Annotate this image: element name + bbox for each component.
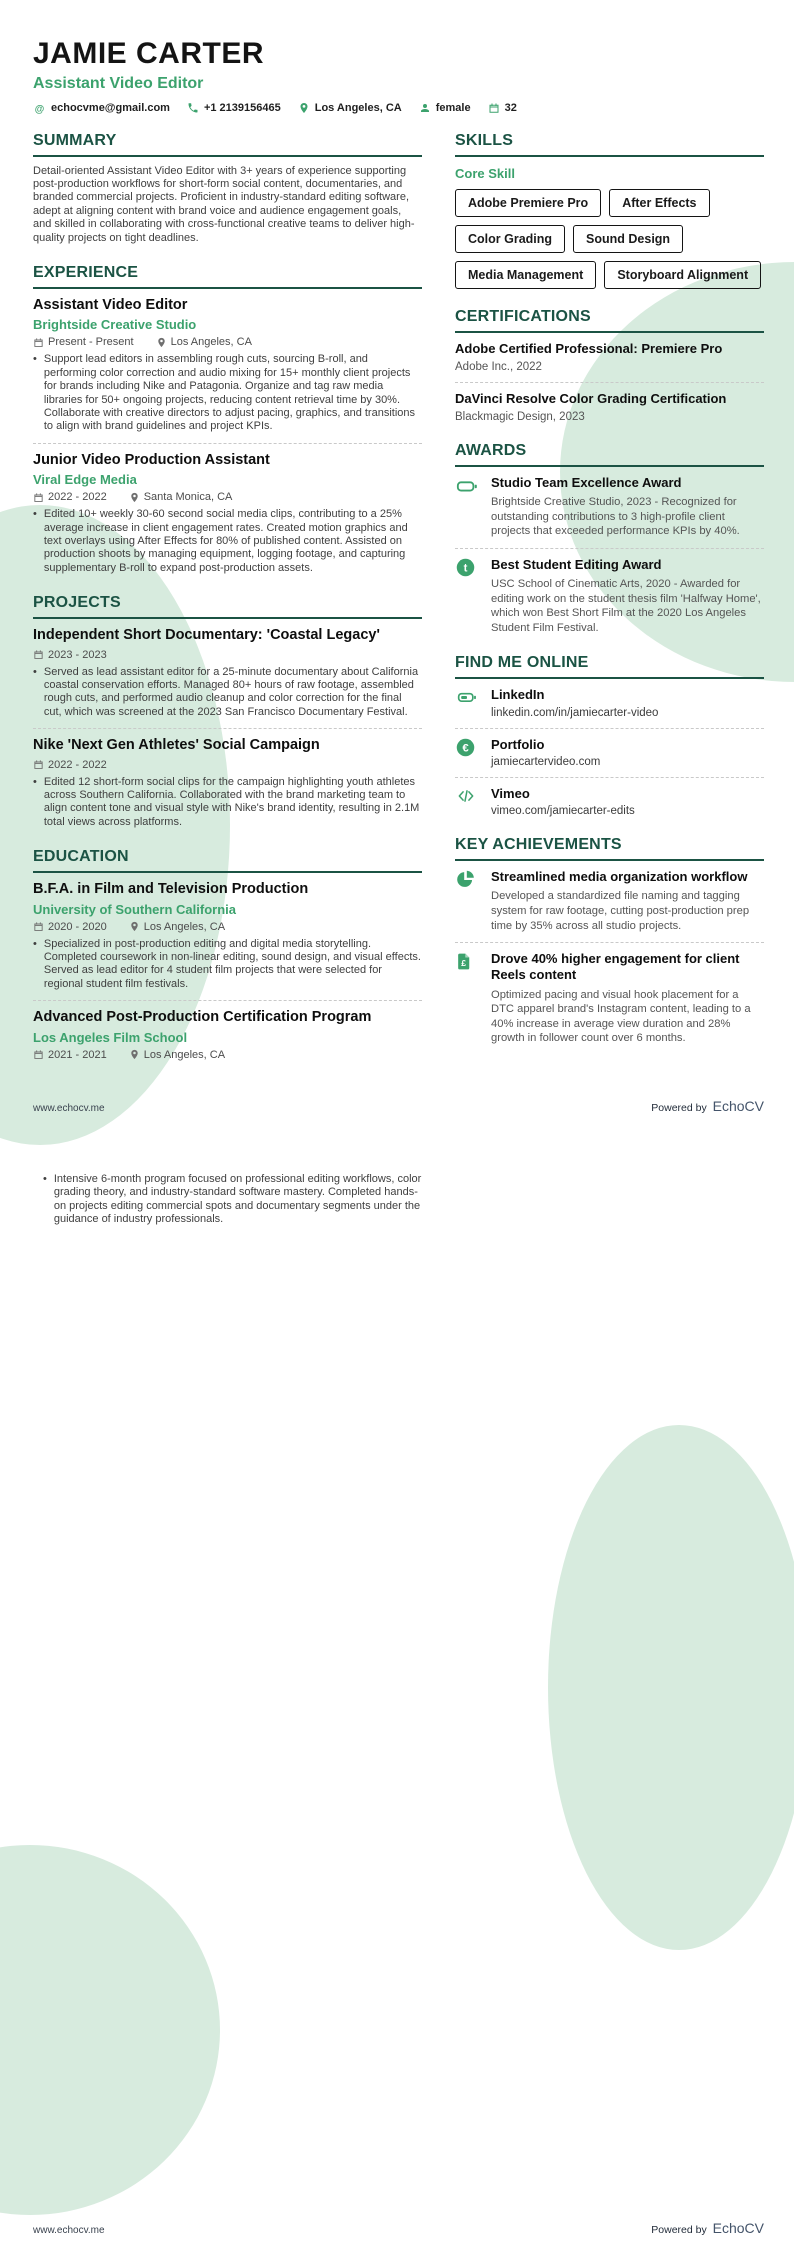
certification-item — [455, 391, 764, 423]
powered-by: Powered by EchoCV — [651, 2220, 764, 2236]
certification-item — [455, 341, 764, 373]
candidate-title: Assistant Video Editor — [33, 74, 204, 92]
resume-page-1 — [0, 0, 794, 1080]
section-awards — [455, 442, 764, 635]
education-location: Los Angeles, CA — [129, 1049, 225, 1061]
section-projects — [33, 594, 422, 829]
achievement-description: Optimized pacing and visual hook placement for a DTC apparel brand's Instagram content, leading to a 40% increase in average view duration and 28% growth in follower count over 6 months. — [491, 988, 751, 1045]
award-title: Studio Team Excellence Award — [491, 475, 682, 490]
award-title: Best Student Editing Award — [491, 556, 662, 572]
entry-divider — [455, 942, 764, 943]
skill-chip: Storyboard Alignment — [604, 261, 761, 289]
job-dates: Present - Present — [33, 336, 134, 348]
person-icon — [419, 102, 431, 114]
experience-entry — [33, 297, 422, 434]
link-url[interactable]: vimeo.com/jamiecarter-edits — [491, 805, 635, 818]
section-skills — [455, 132, 764, 289]
location-pin-icon — [129, 921, 140, 932]
links-heading: FIND ME ONLINE — [455, 654, 764, 679]
bullet-dot: • — [33, 508, 37, 521]
skill-chip: Color Grading — [455, 225, 565, 253]
project-title: Independent Short Documentary: 'Coastal Legacy' — [33, 627, 380, 644]
location-pin-icon — [298, 102, 310, 114]
projects-heading: PROJECTS — [33, 594, 422, 619]
education-bullet-continued: • Intensive 6-month program focused on professional editing workflows, color grading theory, and industry-standard software mastery. Completed hands-on projects editing commercial spots and documentary segments under the guidance of industry professionals. — [43, 1173, 422, 1226]
pie-chart-icon — [455, 869, 476, 890]
education-entry — [33, 1009, 422, 1060]
degree-title: B.F.A. in Film and Television Production — [33, 881, 309, 898]
summary-text: Detail-oriented Assistant Video Editor with 3+ years of experience supporting post-production workflows for short-form social content, documentaries, and branded commercial projects. Proficient in industry-standard editing software, adept at aligning content with brand voice and audience engagement goals, and skilled in collaborating with cross-functional creative teams to deliver high-quality projects on tight deadlines. — [33, 164, 415, 244]
calendar-icon — [33, 337, 44, 348]
calendar-icon — [33, 649, 44, 660]
contact-email-value[interactable]: echocvme@gmail.com — [51, 102, 170, 114]
link-item — [455, 687, 764, 718]
contact-age — [488, 102, 517, 114]
contact-phone-value[interactable]: +1 2139156465 — [203, 102, 281, 114]
page1-footer — [33, 1098, 764, 1114]
skills-group-label: Core Skill — [455, 165, 515, 181]
award-item — [455, 475, 764, 539]
education-heading: EDUCATION — [33, 848, 422, 873]
skill-chip: Adobe Premiere Pro — [455, 189, 601, 217]
contact-email — [33, 102, 170, 115]
echocv-brand[interactable]: EchoCV — [712, 1098, 764, 1114]
project-entry — [33, 627, 422, 719]
code-icon — [455, 786, 477, 806]
job-title: Junior Video Production Assistant — [33, 451, 270, 468]
svg-text:£: £ — [461, 957, 467, 968]
award-description: Brightside Creative Studio, 2023 - Recognized for outstanding contributions to 3 high-profile client projects that exceeded performance KPIs by 40%. — [491, 496, 740, 538]
right-column — [455, 132, 764, 1065]
section-key-achievements — [455, 836, 764, 1046]
bullet-dot: • — [33, 775, 37, 788]
project-title: Nike 'Next Gen Athletes' Social Campaign — [33, 737, 320, 754]
link-label: Vimeo — [491, 785, 530, 801]
school-name: University of Southern California — [33, 901, 236, 917]
contact-gender-value: female — [435, 102, 471, 114]
education-dates: 2020 - 2020 — [33, 921, 107, 933]
battery-outline-icon — [455, 475, 479, 497]
job-title: Assistant Video Editor — [33, 296, 188, 313]
job-bullet: • Support lead editors in assembling rough cuts, sourcing B-roll, and performing color correction and audio mixing for 15+ monthly client projects for brands including Nike and Patagonia. Organize and tag raw media libraries for 50+ ongoing projects, reducing content retrieval time by 30%. Collaborate with creative directors to adjust pacing, graphics, and transitions to align with brand guidelines and project KPIs. — [33, 353, 415, 433]
entry-divider — [33, 728, 422, 729]
link-item — [455, 737, 764, 768]
awards-heading: AWARDS — [455, 442, 764, 467]
education-bullet: • Specialized in post-production editing and digital media storytelling. Completed coursework in non-linear editing, sound design, and visual effects. Served as lead editor for 4 student film projects that were selected for regional student film festivals. — [33, 937, 421, 990]
left-column — [33, 132, 422, 1080]
job-location: Los Angeles, CA — [156, 336, 252, 348]
calendar-icon — [33, 921, 44, 932]
document-currency-icon — [455, 951, 474, 972]
school-name: Los Angeles Film School — [33, 1029, 188, 1045]
page2-footer — [33, 2220, 764, 2236]
bullet-dot: • — [33, 937, 37, 950]
candidate-name: JAMIE CARTER — [33, 37, 265, 70]
svg-text:€: € — [462, 742, 469, 755]
link-url[interactable]: jamiecartervideo.com — [491, 755, 601, 768]
section-find-me-online — [455, 654, 764, 817]
education-location: Los Angeles, CA — [129, 921, 225, 933]
link-label: LinkedIn — [491, 687, 545, 703]
job-dates: 2022 - 2022 — [33, 491, 107, 503]
calendar-icon — [33, 759, 44, 770]
section-experience — [33, 264, 422, 575]
certification-issuer: Adobe Inc., 2022 — [455, 360, 542, 373]
site-url[interactable]: www.echocv.me — [33, 2225, 105, 2236]
project-bullet: • Edited 12 short-form social clips for the campaign highlighting youth athletes across Southern California. Collaborated with the brand marketing team to align content tone and visual style with Nike's brand identity, resulting in 2.1M total views across platforms. — [33, 775, 420, 828]
calendar-icon — [33, 492, 44, 503]
entry-divider — [455, 382, 764, 383]
battery-icon — [455, 687, 479, 707]
resume-header — [0, 0, 794, 115]
svg-text:@: @ — [34, 103, 45, 115]
contact-location-value: Los Angeles, CA — [314, 102, 402, 114]
skill-chip: Media Management — [455, 261, 596, 289]
calendar-icon — [33, 1049, 44, 1060]
bullet-dot: • — [43, 1173, 47, 1185]
section-education — [33, 848, 422, 1060]
skills-heading: SKILLS — [455, 132, 764, 157]
contact-phone — [187, 102, 281, 114]
education-entry — [33, 881, 422, 991]
contact-gender — [419, 102, 471, 114]
decorative-circle — [548, 1425, 794, 1950]
echocv-brand[interactable]: EchoCV — [712, 2220, 764, 2236]
achievements-heading: KEY ACHIEVEMENTS — [455, 836, 764, 861]
entry-divider — [455, 777, 764, 778]
email-icon — [33, 102, 46, 115]
degree-title: Advanced Post-Production Certification Program — [33, 1009, 372, 1026]
link-label: Portfolio — [491, 736, 545, 752]
award-description: USC School of Cinematic Arts, 2020 - Awarded for editing work on the student thesis film 'Halfway Home', which won Best Short Film at the 2020 Los Angeles Student Film Festival. — [491, 578, 761, 634]
job-location: Santa Monica, CA — [129, 491, 233, 503]
contact-row — [33, 102, 761, 115]
trophy-circle-icon — [455, 557, 476, 578]
section-certifications — [455, 308, 764, 424]
entry-divider — [455, 548, 764, 549]
project-entry — [33, 737, 422, 829]
site-url[interactable]: www.echocv.me — [33, 1103, 105, 1114]
phone-icon — [187, 102, 199, 114]
powered-by: Powered by EchoCV — [651, 1098, 764, 1114]
education-dates: 2021 - 2021 — [33, 1049, 107, 1061]
project-bullet: • Served as lead assistant editor for a 25-minute documentary about California coastal conservation efforts. Managed 80+ hours of raw footage, assembled rough cuts, and performed audio cleanup and color correction for the final cut, which was screened at the 2023 San Francisco Documentary Festival. — [33, 665, 419, 718]
project-dates: 2022 - 2022 — [33, 759, 107, 771]
certifications-heading: CERTIFICATIONS — [455, 308, 764, 333]
skill-chip: Sound Design — [573, 225, 683, 253]
svg-text:t: t — [463, 562, 468, 575]
link-item — [455, 786, 764, 817]
experience-heading: EXPERIENCE — [33, 264, 422, 289]
decorative-circle — [0, 1845, 220, 2215]
achievement-title: Streamlined media organization workflow — [491, 869, 748, 885]
award-item — [455, 557, 764, 636]
project-dates: 2023 - 2023 — [33, 649, 107, 661]
contact-location — [298, 102, 402, 114]
bullet-dot: • — [33, 665, 37, 678]
location-pin-icon — [156, 337, 167, 348]
skill-chip: After Effects — [609, 189, 709, 217]
experience-entry — [33, 452, 422, 575]
location-pin-icon — [129, 1049, 140, 1060]
company-name: Viral Edge Media — [33, 472, 137, 488]
job-bullet: • Edited 10+ weekly 30-60 second social media clips, contributing to a 25% average increase in client engagement rates. Created motion graphics and text overlays using After Effects for 80% of published content. Assisted on production shoots by managing equipment, logging footage, and capturing supplementary B-roll to expand post-production assets. — [33, 508, 408, 574]
skills-chip-list — [455, 189, 764, 289]
bullet-dot: • — [33, 353, 37, 366]
entry-divider — [33, 1000, 422, 1001]
achievement-title: Drove 40% higher engagement for client Reels content — [491, 951, 740, 983]
achievement-description: Developed a standardized file naming and tagging system for raw footage, cutting post-production prep time by 35% across all studio projects. — [491, 890, 750, 932]
company-name: Brightside Creative Studio — [33, 317, 197, 333]
euro-circle-icon — [455, 737, 476, 758]
achievement-item — [455, 869, 764, 933]
summary-heading: SUMMARY — [33, 132, 422, 157]
certification-issuer: Blackmagic Design, 2023 — [455, 411, 585, 423]
contact-age-value: 32 — [504, 102, 517, 114]
certification-title: DaVinci Resolve Color Grading Certification — [455, 390, 727, 406]
calendar-icon — [488, 102, 500, 114]
location-pin-icon — [129, 492, 140, 503]
achievement-item — [455, 951, 764, 1046]
entry-divider — [33, 443, 422, 444]
section-summary — [33, 132, 422, 245]
entry-divider — [455, 728, 764, 729]
link-url[interactable]: linkedin.com/in/jamiecarter-video — [491, 706, 659, 719]
certification-title: Adobe Certified Professional: Premiere Pro — [455, 340, 723, 356]
